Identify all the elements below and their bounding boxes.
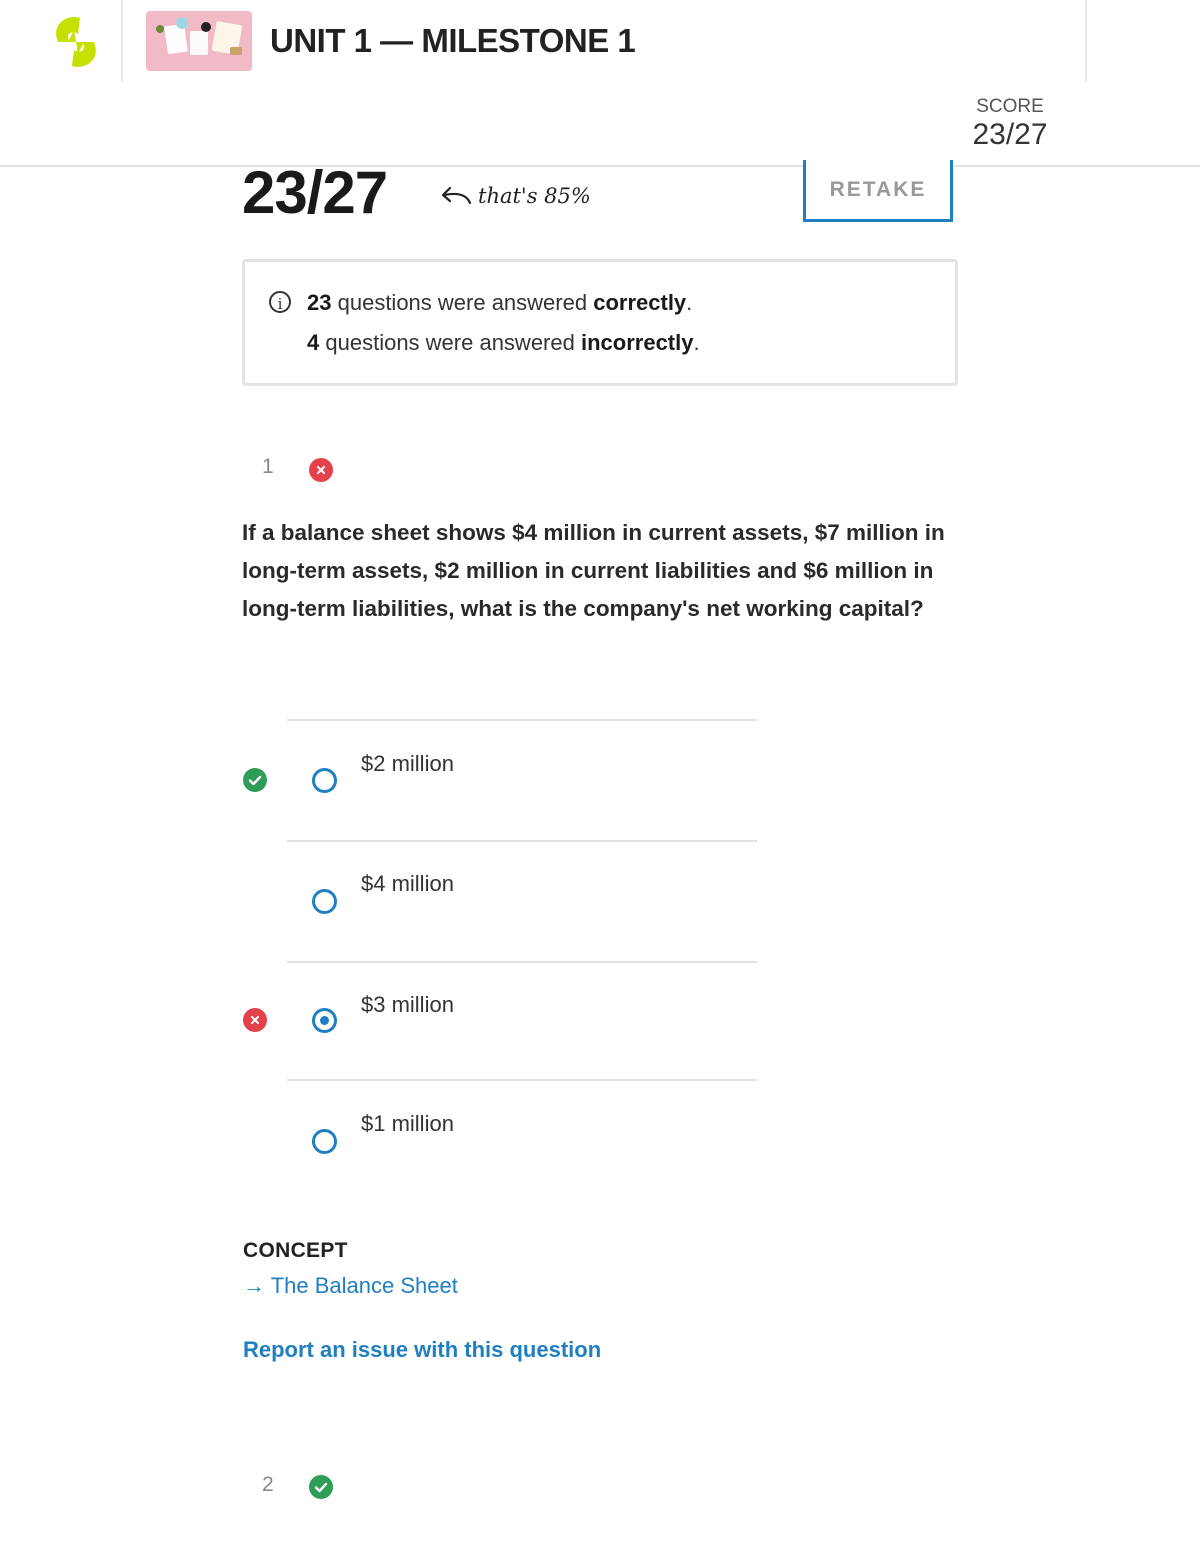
percentage-note	[440, 184, 591, 208]
concept-link-text[interactable]: The Balance Sheet	[270, 1273, 458, 1298]
correct-answer-icon	[243, 768, 267, 792]
incorrect-answer-icon	[243, 1008, 267, 1032]
answer-radio-4[interactable]	[312, 1129, 337, 1154]
concept-label: CONCEPT	[243, 1239, 348, 1262]
option-divider	[287, 1079, 757, 1081]
correct-count: 23	[307, 290, 332, 315]
arrow-right-icon: →	[243, 1273, 265, 1298]
question-text: If a balance sheet shows $4 million in current assets, $7 million in long-term assets, $2 million in current liabilities and $6 million in long-term liabilities, what is the company's net working capital?	[242, 520, 945, 621]
answer-option-2[interactable]: $4 million	[361, 871, 454, 896]
header-divider	[1085, 0, 1087, 82]
curved-arrow-left-icon	[440, 185, 472, 207]
course-thumbnail	[146, 11, 252, 71]
info-icon: i	[269, 291, 291, 313]
score-label: SCORE	[976, 96, 1044, 117]
big-score: 23/27	[242, 159, 388, 226]
period: .	[686, 290, 693, 315]
question-number: 2	[262, 1473, 274, 1496]
score-value: 23/27	[972, 118, 1048, 151]
sophia-logo-icon[interactable]	[48, 12, 104, 72]
report-issue-link[interactable]: Report an issue with this question	[243, 1337, 602, 1362]
incorrect-icon	[309, 458, 333, 482]
answer-option-4[interactable]: $1 million	[361, 1111, 454, 1136]
correct-summary	[307, 290, 692, 316]
incorrect-count: 4	[307, 330, 320, 355]
answer-radio-3[interactable]	[312, 1008, 337, 1033]
incorrect-text: questions were answered	[325, 330, 575, 355]
answer-option-1[interactable]: $2 million	[361, 751, 454, 776]
concept-link[interactable]	[243, 1273, 458, 1299]
incorrect-summary	[307, 330, 700, 356]
percentage-text: that's 85%	[478, 184, 591, 208]
results-summary	[242, 259, 958, 386]
header-divider	[121, 0, 123, 82]
option-divider	[287, 719, 757, 721]
page-header	[0, 0, 1200, 167]
correct-text: questions were answered	[337, 290, 588, 315]
retake-button[interactable]: RETAKE	[803, 160, 953, 222]
correct-word: correctly	[593, 290, 687, 315]
period: .	[693, 330, 700, 355]
option-divider	[287, 840, 757, 842]
incorrect-word: incorrectly	[580, 330, 694, 355]
answer-option-3[interactable]: $3 million	[361, 992, 454, 1017]
question-number: 1	[262, 455, 274, 478]
correct-icon	[309, 1475, 333, 1499]
answer-radio-2[interactable]	[312, 889, 337, 914]
answer-radio-1[interactable]	[312, 768, 337, 793]
option-divider	[287, 961, 757, 963]
page-title: UNIT 1 — MILESTONE 1	[270, 22, 636, 59]
